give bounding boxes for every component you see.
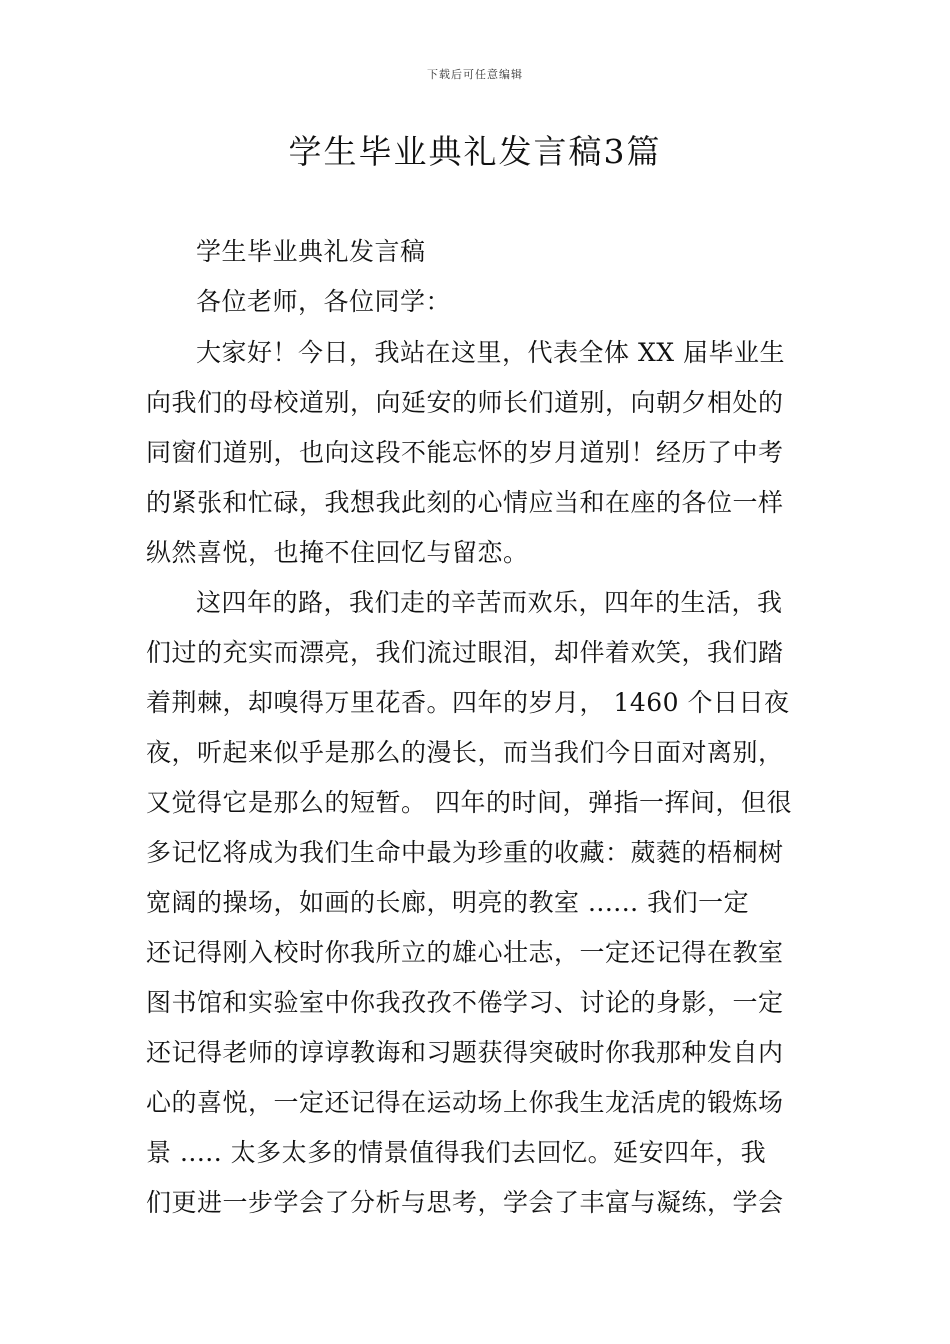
body-line: 图书馆和实验室中你我孜孜不倦学习、讨论的身影，一定 bbox=[146, 988, 784, 1017]
body-line: 夜，听起来似乎是那么的漫长，而当我们今日面对离别， bbox=[146, 738, 784, 767]
document-title: 学生毕业典礼发言稿3篇 bbox=[288, 132, 662, 171]
header-note: 下载后可任意编辑 bbox=[427, 68, 523, 81]
body-line: 大家好！今日，我站在这里，代表全体 XX 届毕业生 bbox=[196, 338, 785, 367]
body-line: 还记得刚入校时你我所立的雄心壮志，一定还记得在教室 bbox=[146, 938, 784, 967]
body-line: 心的喜悦，一定还记得在运动场上你我生龙活虎的锻炼场 bbox=[146, 1088, 784, 1117]
body-line: 同窗们道别，也向这段不能忘怀的岁月道别！经历了中考 bbox=[146, 438, 784, 467]
body-line: 们更进一步学会了分析与思考，学会了丰富与凝练，学会 bbox=[146, 1188, 784, 1217]
body-line: 宽阔的操场，如画的长廊，明亮的教室 ...... 我们一定 bbox=[146, 888, 750, 917]
body-line: 着荆棘，却嗅得万里花香。四年的岁月， 1460 个日日夜 bbox=[146, 688, 790, 717]
speech-subtitle: 学生毕业典礼发言稿 bbox=[196, 237, 426, 266]
greeting-line: 各位老师，各位同学： bbox=[196, 287, 452, 316]
body-line: 还记得老师的谆谆教诲和习题获得突破时你我那种发自内 bbox=[146, 1038, 784, 1067]
body-line: 景 ..... 太多太多的情景值得我们去回忆。延安四年，我 bbox=[146, 1138, 767, 1167]
body-line: 向我们的母校道别，向延安的师长们道别，向朝夕相处的 bbox=[146, 388, 784, 417]
body-line: 们过的充实而漂亮，我们流过眼泪，却伴着欢笑，我们踏 bbox=[146, 638, 784, 667]
body-line: 又觉得它是那么的短暂。 四年的时间，弹指一挥间，但很 bbox=[146, 788, 792, 817]
body-line: 纵然喜悦，也掩不住回忆与留恋。 bbox=[146, 538, 529, 567]
body-line: 这四年的路，我们走的辛苦而欢乐，四年的生活，我 bbox=[196, 588, 783, 617]
body-line: 多记忆将成为我们生命中最为珍重的收藏：葳蕤的梧桐树 bbox=[146, 838, 784, 867]
body-line: 的紧张和忙碌，我想我此刻的心情应当和在座的各位一样 bbox=[146, 488, 784, 517]
